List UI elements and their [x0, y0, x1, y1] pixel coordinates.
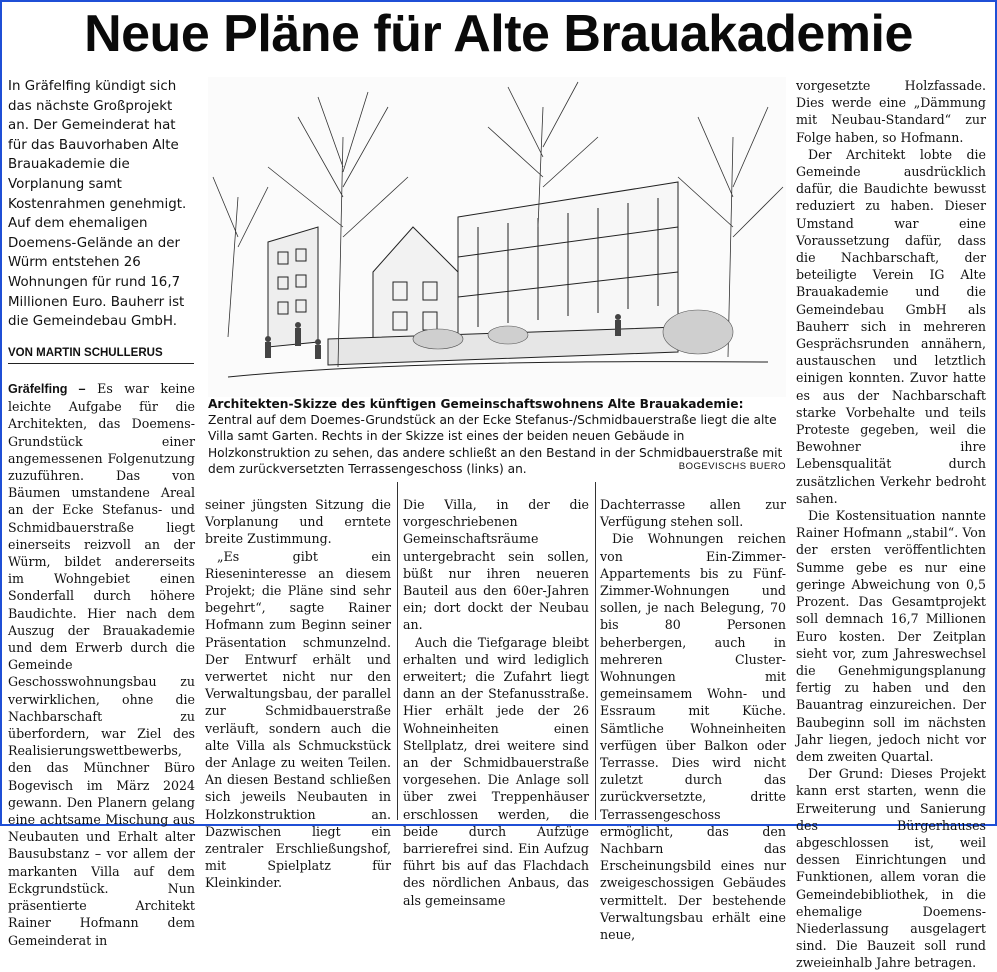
architect-sketch-image	[208, 77, 786, 397]
column-4-paragraph-2: Die Wohnungen reichen von Ein-Zimmer-Appartements bis zu Fünf-Zimmer-Wohnungen und sollen, je nach Belegung, 70 bis 80 Personen beherbergen, auch in mehreren Cluster-Wohnungen mit gemeinsamem Wohn- und Essraum mit Küche. Sämtliche Wohneinheiten verfügen über Balkon oder Terrasse. Dies wird nicht zuletzt durch das zurückversetzte, dritte Terrassengeschoss ermöglicht, das den Nachbarn das Erscheinungsbild eines nur zweigeschossigen Gebäudes vermittelt. Der bestehende Verwaltungsbau erhält eine neue,	[600, 531, 786, 943]
caption-title: Architekten-Skizze des künftigen Gemeinschaftswohnens Alte Brauakademie:	[208, 397, 744, 411]
column-5-paragraph-4: Der Grund: Dieses Projekt kann erst starten, wenn die Erweiterung und Sanierung des Bürgerhauses abgeschlossen ist, weil dessen Einrichtungen und Funktionen, allem voran die Gemeindebibliothek, in die ehemalige Doemens-Niederlassung ausgelagert sind. Die Bauzeit soll rund zweieinhalb Jahre betragen.	[796, 766, 986, 971]
column-1-text: Es war keine leichte Aufgabe für die Architekten, das Doemens-Grundstück einer angemessenen Folgenutzung zuzuführen. Das von Bäumen umstandene Areal an der Ecke Stefanus- und Schmidbauerstraße liegt einerseits reizvoll an der Würm, bildet andererseits im Wohngebiet einen Sonderfall durch höhere Baudichte. Hier nach dem Auszug der Brauakademie und dem Erwerb durch die Gemeinde Geschosswohnungsbau zu verwirklichen, ohne die Nachbarschaft zu überfordern, war Ziel des Realisierungswettbewerbs, den das Münchner Büro Bogevisch im März 2024 gewann. Den Planern gelang eine achtsame Mischung aus Neubauten und Erhalt alter Bausubstanz – vor allem der markanten Villa auf dem Eckgrundstück. Nun präsentierte Architekt Rainer Hofmann dem Gemeinderat in	[8, 381, 195, 948]
column-divider	[595, 482, 596, 820]
column-3-paragraph-1: Die Villa, in der die vorgeschriebenen Gemeinschaftsräume untergebracht sein sollen, büßt nur ihren neueren Bauteil aus den 60er-Jahren ein; dort dockt der Neubau an.	[403, 497, 589, 633]
column-1	[8, 380, 195, 949]
column-5-paragraph-1: vorgesetzte Holzfassade. Dies werde eine „Dämmung mit Neubau-Standard“ zur Folge haben, so Hofmann.	[796, 78, 986, 145]
column-2-paragraph-2: „Es gibt ein Rieseninteresse an diesem Projekt; die Pläne sind sehr begehrt“, sagte Rainer Hofmann zum Beginn seiner Präsentation schmunzelnd. Der Entwurf erhält und verwertet nicht nur den Verwaltungsbau, der parallel zur Schmidbauerstraße verläuft, sondern auch die alte Villa als Schmuckstück der Anlage zu weiten Teilen. An diesen Bestand schließen sich jeweils Neubauten in Holzkonstruktion an. Dazwischen liegt ein zentraler Erschließungshof, mit Spielplatz für Kleinkinder.	[205, 548, 391, 891]
column-3	[403, 496, 589, 909]
lead-text: In Gräfelfing kündigt sich das nächste Großprojekt an. Der Gemeinderat hat für das Bauvorhaben Alte Brauakademie die Vorplanung samt Kostenrahmen genehmigt. Auf dem ehemaligen Doemens-Gelände an der Würm entstehen 26 Wohnungen für rund 16,7 Millionen Euro. Bauherr ist die Gemeindebau GmbH.	[8, 79, 187, 330]
column-5	[796, 77, 986, 972]
column-5-paragraph-3: Die Kostensituation nannte Rainer Hofmann „stabil“. Von der ersten veröffentlichten Summe gebe es nur eine geringe Abweichung von 0,5 Prozent. Das Gesamtprojekt soll demnach 16,7 Millionen Euro kosten. Der Zeitplan sieht vor, zum Jahreswechsel die Genehmigungsplanung fertig zu haben und den Bauantrag einzureichen. Der Baubeginn soll im nächsten Jahr liegen, jedoch nicht vor dem zweiten Quartal.	[796, 508, 986, 764]
dateline: Gräfelfing –	[8, 382, 86, 396]
headline: Neue Pläne für Alte Brauakademie	[84, 5, 913, 63]
byline: VON MARTIN SCHULLERUS	[8, 347, 194, 364]
column-2-paragraph-1: seiner jüngsten Sitzung die Vorplanung und erntete breite Zustimmung.	[205, 497, 391, 547]
column-3-paragraph-2: Auch die Tiefgarage bleibt erhalten und wird lediglich erweitert; die Zufahrt liegt dann an der Stefanusstraße. Hier erhält jede der 26 Wohneinheiten einen Stellplatz, drei weitere sind an der Schmidbauerstraße vorgesehen. Die Anlage soll über zwei Treppenhäuser erschlossen werden, die beide durch Aufzüge barrierefrei sind. Ein Aufzug führt bis auf das Flachdach des nördlichen Anbaus, das als gemeinsame	[403, 634, 589, 908]
image-credit: BOGEVISCHS BUERO	[678, 461, 786, 472]
column-4	[600, 496, 786, 943]
column-1-paragraph	[8, 380, 195, 949]
column-divider	[397, 482, 398, 820]
column-2	[205, 496, 391, 892]
caption-text: Zentral auf dem Doemes-Grundstück an der Ecke Stefanus-/Schmidbauerstraße liegt die alte Villa samt Garten. Rechts in der Skizze ist eines der beiden neuen Gebäude in Holzkonstruktion zu sehen, das andere schließt an den Bestand in der Schmidbauerstraße mit dem zurückversetzten Terrassengeschoss (links) an.	[208, 413, 783, 476]
sketch-drawing	[208, 77, 786, 397]
column-4-paragraph-1: Dachterrasse allen zur Verfügung stehen soll.	[600, 497, 786, 530]
column-5-paragraph-2: Der Architekt lobte die Gemeinde ausdrücklich dafür, die Baudichte bewusst reduziert zu haben. Dieser Umstand war eine Voraussetzung dafür, dass die Nachbarschaft, der beteiligte Verein IG Alte Brauakademie und die Gemeindebau GmbH als Bauherr sich in mehreren Gesprächsrunden annähern, austauschen und letztlich einigen konnten. Zuvor hatte es aus der Nachbarschaft starke Vorbehalte und teils Proteste gegeben, weil die Bewohner ihre Lebensqualität durch zusätzlichen Verkehr bedroht sahen.	[796, 146, 986, 506]
